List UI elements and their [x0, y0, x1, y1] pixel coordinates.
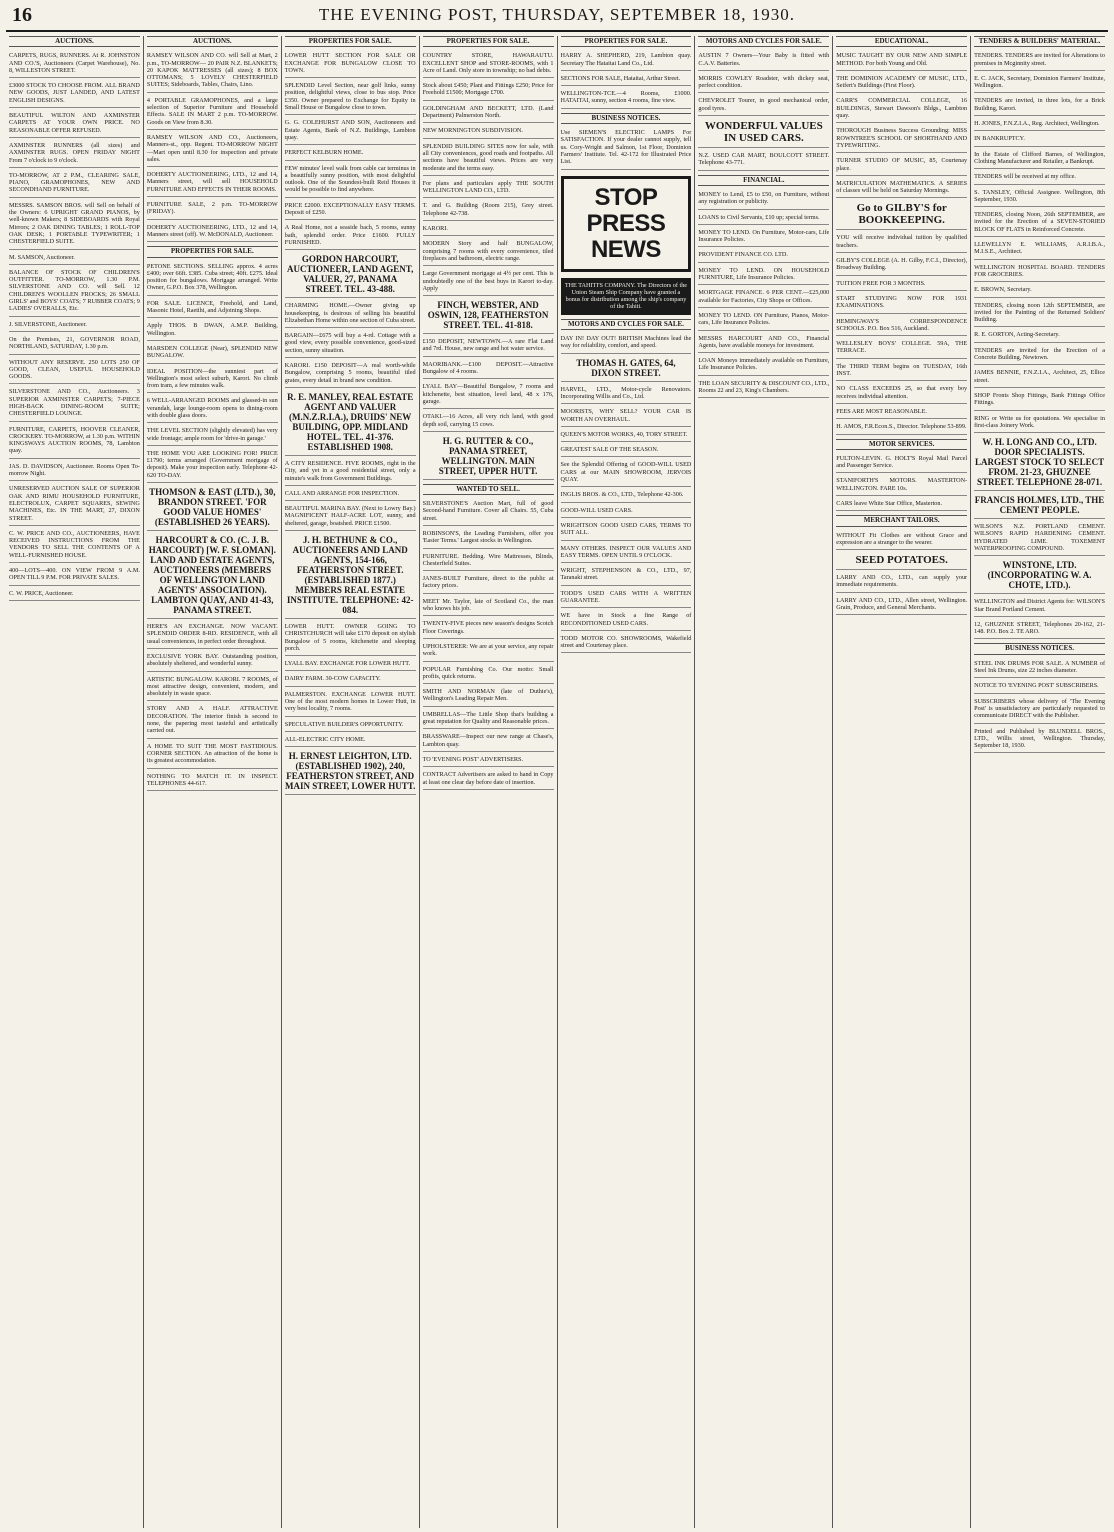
classified-ad: START STUDYING NOW FOR 1931 EXAMINATIONS.	[836, 293, 967, 314]
classified-ad: MAORIBANK.—£100 DEPOSIT.—Attractive Bungalow of 4 rooms.	[423, 359, 554, 380]
classified-ad: BRASSWARE—Inspect our new range at Chase's, Lambton quay.	[423, 731, 554, 752]
classified-ad: BEAUTIFUL MARINA BAY. (Next to Lowry Bay.) MAGNIFICENT HALF-ACRE LOT, sunny, and sheltered, garage, boatshed. PRICE £1500.	[285, 503, 416, 531]
classified-ad: MORRIS COWLEY Roadster, with dickey seat, perfect condition.	[698, 73, 829, 94]
classified-ad: PETONE SECTIONS. SELLING approx. 4 acres £400; over 66ft. £385. Cuba street; 40ft. £275. Ideal position for bungalows. Mortgage arranged. Write Owner, G.P.O. Box 378, Wellington.	[147, 261, 278, 296]
classified-ad: LLEWELLYN E. WILLIAMS, A.R.I.B.A., M.I.S.E., Architect.	[974, 239, 1105, 260]
classified-ad: TENDERS, closing Noon, 26th SEPTEMBER, are invited for the Erection of a SEVEN-STORIED BLOCK OF FLATS in Reinforced Concrete.	[974, 209, 1105, 237]
section-heading: FINANCIAL.	[698, 175, 829, 186]
classified-ad: 6 WELL-ARRANGED ROOMS and glassed-in sun verandah, large lounge-room opens to dining-room with double glass doors.	[147, 395, 278, 423]
classified-ad: GOLDINGHAM AND BECKETT, LTD. (Land Department) Palmerston North.	[423, 103, 554, 124]
classified-ad: WELLESLEY BOYS' COLLEGE. 59A, THE TERRACE.	[836, 338, 967, 359]
classified-ad: PALMERSTON. EXCHANGE LOWER HUTT. One of the most modern homes in Lower Hutt, in very best locality, 7 rooms.	[285, 689, 416, 717]
classified-ad: SILVERSTONE AND CO., Auctioneers. 3 SUPERIOR AXMINSTER CARPETS; 7-PIECE HIGH-BACK DINING-ROOM SUITE; CHESTERFIELD LOUNGE.	[9, 386, 140, 421]
classified-ad: MONEY TO LEND. On Furniture, Motor-cars, Life Insurance Policies.	[698, 227, 829, 248]
classified-ad: Stock about £450; Plant and Fittings £250; Price for Freehold £1500; Mortgage £700.	[423, 80, 554, 101]
classified-ad: WITHOUT ANY RESERVE. 250 LOTS 250 OF GOOD, CLEAN, USEFUL HOUSEHOLD GOODS.	[9, 357, 140, 385]
classified-ad: CONTRACT Advertisers are asked to hand in Copy at least one clear day before date of insertion.	[423, 769, 554, 790]
classified-ad: SHOP Fronts Shop Fittings, Bank Fittings Office Fittings.	[974, 390, 1105, 411]
firm-advertisement: FRANCIS HOLMES, LTD., THE CEMENT PEOPLE.	[974, 493, 1105, 519]
classified-ad: ALL-ELECTRIC CITY HOME.	[285, 734, 416, 747]
classified-ad: SPECULATIVE BUILDER'S OPPORTUNITY.	[285, 719, 416, 732]
classified-ad: UNRESERVED AUCTION SALE OF SUPERIOR OAK AND RIMU HOUSEHOLD FURNITURE, ELECTROLUX, CARPET SQUARES, SEWING MACHINES, Etc. IN THE MART, 27, DIXON STREET.	[9, 483, 140, 525]
classified-ad: CARR'S COMMERCIAL COLLEGE, 16 BUILDINGS, Stewart Dawson's Bldgs., Lambton quay.	[836, 95, 967, 123]
classified-ad: DAY IN! DAY OUT! BRITISH Machines lead the way for reliability, comfort, and speed.	[561, 333, 692, 354]
classified-ad: ARTISTIC BUNGALOW. KARORI. 7 ROOMS, of most attractive design, convenient, modern, and absolutely in waste space.	[147, 674, 278, 702]
section-heading: MERCHANT TAILORS.	[836, 515, 967, 526]
classified-ad: TURNER STUDIO OF MUSIC, 85, Courtenay place.	[836, 155, 967, 176]
classified-ad: BALANCE OF STOCK OF CHILDREN'S OUTFITTER. TO-MORROW, 1.30 P.M. SILVERSTONE AND CO. will Sell. 12 CHILDREN'S WOOLLEN FROCKS; 26 SMALL GIRLS' and BOYS' COATS; 7 RUBBER COATS; 9 LADIES' OVERALLS, Etc.	[9, 267, 140, 317]
column-2	[144, 36, 282, 1528]
classified-ad: CALL AND ARRANGE FOR INSPECTION.	[285, 488, 416, 501]
classified-ad: 400—LOTS—400. ON VIEW FROM 9 A.M. OPEN TILL 9 P.M. FOR PRIVATE SALES.	[9, 565, 140, 586]
classified-ad: FURNITURE SALE, 2 p.m. TO-MORROW (FRIDAY).	[147, 199, 278, 220]
classified-ad: NOTHING TO MATCH IT. IN INSPECT. TELEPHONES 44-617.	[147, 771, 278, 792]
column-heading: PROPERTIES FOR SALE.	[561, 36, 692, 47]
classified-ad: JAMES BENNIE, F.N.Z.I.A., Architect, 25, Ellice street.	[974, 367, 1105, 388]
firm-advertisement: GORDON HARCOURT, AUCTIONEER, LAND AGENT, VALUER, 27, PANAMA STREET. TEL. 43-488.	[285, 252, 416, 298]
company-notice: THE TAHITI'S COMPANY. The Directors of the Union Steam Ship Company have granted a bonus for distribution among the ship's company of the Tahiti.	[561, 278, 692, 315]
classified-ad: TODD MOTOR CO. SHOWROOMS, Wakefield street and Courtenay place.	[561, 633, 692, 654]
classified-ad: BARGAIN—£675 will buy a 4-rd. Cottage with a good view, every possible convenience, good-sized section, sunny situation.	[285, 330, 416, 358]
classified-ad: H. JONES, F.N.Z.I.A., Reg. Architect, Wellington.	[974, 118, 1105, 131]
classified-ad: THOROUGH Business Success Grounding: MISS ROWNTREE'S SCHOOL OF SHORTHAND AND TYPEWRITING.	[836, 125, 967, 153]
classified-ad: NO CLASS EXCEEDS 25, so that every boy receives individual attention.	[836, 383, 967, 404]
classified-ad: FEW minutes' level walk from cable car terminus in a beautifully sunny position, with most delightful outlook. One of the Soundest-built Reid Houses it would be possible to find anywhere.	[285, 163, 416, 198]
classified-ad: CARPETS, RUGS, RUNNERS. At R. JOHNSTON AND CO.'S, Auctioneers (Carpet Warehouse), No. 8, WILLESTON STREET.	[9, 50, 140, 78]
classified-ad: In the Estate of Clifford Barnes, of Wellington, Clothing Manufacturer and Retailer, a Bankrupt.	[974, 149, 1105, 170]
classified-ad: MONEY to Lend, £5 to £50, on Furniture, without any registration or publicity.	[698, 189, 829, 210]
classified-ad: WRIGHTSON GOOD USED CARS, TERMS TO SUIT ALL.	[561, 520, 692, 541]
masthead	[6, 0, 1108, 32]
classified-ad: LOWER HUTT. OWNER GOING TO CHRISTCHURCH will take £170 deposit on stylish Bungalow of 5 rooms, kitchenette and sleeping porch.	[285, 621, 416, 656]
section-heading: MOTORS AND CYCLES FOR SALE.	[561, 319, 692, 330]
classified-ad: MATRICULATION MATHEMATICS. A SERIES of classes will be held on Saturday Mornings.	[836, 178, 967, 199]
classified-ad: TENDERS. TENDERS are invited for Alterations to premises in Mcginnity street.	[974, 50, 1105, 71]
column-7	[833, 36, 971, 1528]
classified-ad: HERE'S AN EXCHANGE. NOW VACANT. SPLENDID ORDER 8-RD. RESIDENCE, with all usual conveniences, in perfect order throughout.	[147, 621, 278, 649]
classified-ad: 12, GHUZNEE STREET, Telephones 20-162, 21-148. P.O. Box 2. TE ARO.	[974, 619, 1105, 640]
classified-ad: KARORI. £150 DEPOSIT—A real worth-while Bungalow, comprising 5 rooms, beautiful tiled grates, every detail in brand new condition.	[285, 360, 416, 388]
column-heading: PROPERTIES FOR SALE.	[285, 36, 416, 47]
classified-ad: GOOD-WILL USED CARS.	[561, 505, 692, 518]
classified-ad: WRIGHT, STEPHENSON & CO., LTD., 97, Taranaki street.	[561, 565, 692, 586]
classified-ad: CHARMING HOME.—Owner giving up housekeeping, is desirous of selling his beautiful Elizabethan Home within one section of Cuba street.	[285, 300, 416, 328]
firm-advertisement: H. G. RUTTER & CO., PANAMA STREET, WELLINGTON. MAIN STREET, UPPER HUTT.	[423, 434, 554, 480]
classified-ad: Use SIEMEN'S ELECTRIC LAMPS For SATISFACTION. If your dealer cannot supply, tell us. Cory-Wright and Salmon, 1st Floor, Dominion Farmers' Institute. Tel. 42-172 for Illustrated Price List.	[561, 127, 692, 169]
classified-ad: WE have in Stock a fine Range of RECONDITIONED USED CARS.	[561, 610, 692, 631]
classified-ad: G. G. COLEHURST AND SON, Auctioneers and Estate Agents, Bank of N.Z. Buildings, Lambton quay.	[285, 117, 416, 145]
display-advertisement: SEED POTATOES.	[836, 552, 967, 570]
display-advertisement: Go to GILBY'S for BOOKKEEPING.	[836, 200, 967, 230]
classified-ad: HEMINGWAY'S CORRESPONDENCE SCHOOLS. P.O. Box 516, Auckland.	[836, 316, 967, 337]
classified-ad: TENDERS will be received at my office.	[974, 171, 1105, 184]
classified-ad: SMITH AND NORMAN (late of Duthie's), Wellington's Leading Repair Men.	[423, 686, 554, 707]
column-heading: TENDERS & BUILDERS' MATERIAL.	[974, 36, 1105, 47]
classified-ad: DOHERTY AUCTIONEERING, LTD., 12 and 14, Manners street, will sell HOUSEHOLD FURNITURE AND EFFECTS IN THEIR ROOMS.	[147, 169, 278, 197]
stop-press-banner: STOP PRESS NEWS	[561, 176, 692, 272]
classified-ad: M. SAMSON, Auctioneer.	[9, 252, 140, 265]
classified-ad: SPLENDID BUILDING SITES now for sale, with all City conveniences, good roads and footpaths. All sections have beautiful views. Prices are very moderate and the terms easy.	[423, 141, 554, 176]
classified-ad: QUEEN'S MOTOR WORKS, 40, TORY STREET.	[561, 429, 692, 442]
classified-ad: AXMINSTER RUNNERS (all sizes) and AXMINSTER RUGS. OPEN FRIDAY NIGHT From 7 o'clock to 9 o'clock.	[9, 140, 140, 168]
firm-advertisement: FINCH, WEBSTER, AND OSWIN, 128, FEATHERSTON STREET. TEL. 41-818.	[423, 298, 554, 334]
newspaper-title: THE EVENING POST, THURSDAY, SEPTEMBER 18, 1930.	[318, 5, 796, 24]
classified-ad: FURNITURE. Bedding. Wire Mattresses, Blinds, Chesterfield Suites.	[423, 551, 554, 572]
classified-ad: STANIFORTH'S MOTORS. MASTERTON-WELLINGTON. FARE 10s.	[836, 475, 967, 496]
classified-ad: DOHERTY AUCTIONEERING, LTD., 12 and 14, Manners street (off). W. McDONALD, Auctioneer.	[147, 222, 278, 243]
page-number: 16	[12, 3, 32, 26]
classified-ad: Large Government mortgage at 4½ per cent. This is undoubtedly one of the best buys in Karori to-day. Apply	[423, 268, 554, 296]
firm-advertisement: HARCOURT & CO. (C. J. B. HARCOURT) [W. F. SLOMAN]. LAND AND ESTATE AGENTS, AUCTIONEERS (MEMBERS OF WELLINGTON LAND AGENTS' ASSOCIATION). LAMBTON QUAY, AND 41-43, PANAMA STREET.	[147, 533, 278, 619]
classified-ad: IN BANKRUPTCY.	[974, 133, 1105, 146]
classified-ad: SILVERSTONE'S Auction Mart, full of good Second-hand Furniture. Cover all Chairs. 55, Cuba street.	[423, 498, 554, 526]
classified-ad: E. BROWN, Secretary.	[974, 284, 1105, 297]
classified-ad: A CITY RESIDENCE. FIVE ROOMS, right in the City, and yet in a good residential street, only a minute's walk from Government Buildings.	[285, 458, 416, 486]
classified-ad: N.Z. USED CAR MART, BOULCOTT STREET. Telephone 43-771.	[698, 150, 829, 171]
classified-ad: LOANS to Civil Servants, £10 up; special terms.	[698, 212, 829, 225]
classified-ad: IDEAL POSITION—the sunniest part of Wellington's most select suburb, Karori. No climb from tram, a few minutes walk.	[147, 366, 278, 394]
classified-ad: JAS. D. DAVIDSON, Auctioneer. Rooms Open To-morrow Night.	[9, 461, 140, 482]
column-heading: PROPERTIES FOR SALE.	[423, 36, 554, 47]
firm-advertisement: J. H. BETHUNE & CO., AUCTIONEERS AND LAND AGENTS, 154-166, FEATHERSTON STREET. (ESTABLISHED 1877.) MEMBERS REAL ESTATE INSTITUTE. TELEPHONE: 42-084.	[285, 533, 416, 619]
classified-ad: WELLINGTON HOSPITAL BOARD. TENDERS FOR GROCERIES.	[974, 262, 1105, 283]
classified-ad: COUNTRY STORE, HAWARAUTU. EXCELLENT SHOP and STORE-ROOMS, with 1 Acre of Land. Only store in township; no bad debts.	[423, 50, 554, 78]
classified-ad: MESSRS HARCOURT AND CO., Financial Agents, have available moneys for investment.	[698, 333, 829, 354]
classified-ad: PERFECT KELBURN HOME.	[285, 147, 416, 160]
classified-ad: LARRY AND CO., LTD., Allen street, Wellington. Grain, Produce, and General Merchants.	[836, 595, 967, 616]
classified-ad: INGLIS BROS. & CO., LTD., Telephone 42-306.	[561, 489, 692, 502]
column-heading: MOTORS AND CYCLES FOR SALE.	[698, 36, 829, 47]
column-heading: AUCTIONS.	[147, 36, 278, 47]
classified-ad: GREATEST SALE OF THE SEASON.	[561, 444, 692, 457]
classified-ad: FURNITURE, CARPETS, HOOVER CLEANER, CROCKERY. TO-MORROW, at 1.30 p.m. WITHIN KINGSWAYS AUCTION ROOMS, 78, Lambton quay.	[9, 424, 140, 459]
classified-ad: H. AMOS, F.R.Econ.S., Director. Telephone 53-899.	[836, 421, 967, 434]
classified-ad: TENDERS, closing noon 12th SEPTEMBER, are invited for the Painting of the Returned Soldiers' Building.	[974, 300, 1105, 328]
classified-ad: LOAN Moneys immediately available on Furniture, Life Insurance Policies.	[698, 355, 829, 376]
classified-ad: NEW MORNINGTON SUBDIVISION.	[423, 125, 554, 138]
section-heading: BUSINESS NOTICES.	[974, 643, 1105, 654]
classified-ad: LARRY AND CO., LTD., can supply your immediate requirements.	[836, 572, 967, 593]
classified-ad: EXCLUSIVE YORK BAY. Outstanding position, absolutely sheltered, and wonderful sunny.	[147, 651, 278, 672]
classified-ad: ROBINSON'S, the Leading Furnishers, offer you 'Easier Terms.' Largest stocks in Wellington.	[423, 528, 554, 549]
classified-ad: CHEVROLET Tourer, in good mechanical order, good tyres.	[698, 95, 829, 116]
columns-container	[6, 36, 1108, 1528]
classified-ad: 4 PORTABLE GRAMOPHONES, and a large selection of Superior Furniture and Household Effects. SALE IN MART 2 p.m. TO-MORROW. Goods on View from 8.30.	[147, 95, 278, 130]
classified-ad: E. C. JACK, Secretary, Dominion Farmers' Institute, Wellington.	[974, 73, 1105, 94]
classified-ad: YOU will receive individual tuition by qualified teachers.	[836, 232, 967, 253]
column-3	[282, 36, 420, 1528]
classified-ad: THE HOME YOU ARE LOOKING FOR! PRICE £1790; terms arranged (Government mortgage of deposit). Make your inspection early. Telephone 42-620 TO-DAY.	[147, 448, 278, 483]
classified-ad: £150 DEPOSIT, NEWTOWN.—A rare Flat Land and 7rd. House, new range and hot water service.	[423, 336, 554, 357]
column-heading: AUCTIONS.	[9, 36, 140, 47]
classified-ad: MARSDEN COLLEGE (Near), SPLENDID NEW BUNGALOW.	[147, 343, 278, 364]
classified-ad: TWENTY-FIVE pieces new season's designs Scotch Floor Coverings.	[423, 618, 554, 639]
classified-ad: PRICE £2000. EXCEPTIONALLY EASY TERMS. Deposit of £250.	[285, 200, 416, 221]
classified-ad: A HOME TO SUIT THE MOST FASTIDIOUS. CORNER SECTION. An attraction of the home is its greatest accommodation.	[147, 741, 278, 769]
classified-ad: MESSRS. SAMSON BROS. will Sell on behalf of the Owners: 6 UPRIGHT GRAND PIANOS, by well-known Makers; 8 SIDEBOARDS with Royal Mirrors; 2 OAK DINING TABLES; 1 ROLL-TOP OAK DESK; 1 PORTABLE TYPEWRITER; 1 CHESTERFIELD SUITE.	[9, 200, 140, 250]
classified-ad: RING or Write us for quotations. We specialise in first-class Joinery Work.	[974, 413, 1105, 434]
classified-ad: HARVEL, LTD., Motor-cycle Renovators. Incorporating Willis and Co., Ltd.	[561, 384, 692, 405]
classified-ad: WITHOUT Fit Clothes are without Grace and expression are a stranger to the wearer.	[836, 530, 967, 551]
classified-ad: STEEL INK DRUMS FOR SALE. A NUMBER of Steel Ink Drums, size 22 inches diameter.	[974, 658, 1105, 679]
classified-ad: JANES-BUILT Furniture, direct to the public at factory prices.	[423, 573, 554, 594]
classified-ad: PROVIDENT FINANCE CO. LTD.	[698, 249, 829, 262]
classified-ad: C. W. PRICE, Auctioneer.	[9, 588, 140, 601]
classified-ad: MORTGAGE FINANCE. 6 PER CENT.—£25,000 available for Factories, City Shops or Offices.	[698, 287, 829, 308]
classified-ad: FULTON-LEVIN. G. HOLT'S Royal Mail Parcel and Passenger Service.	[836, 453, 967, 474]
classified-ad: HARRY A. SHEPHERD, 219, Lambton quay. Secretary The Hataitai Land Co., Ltd.	[561, 50, 692, 71]
firm-advertisement: W. H. LONG AND CO., LTD. DOOR SPECIALISTS. LARGEST STOCK TO SELECT FROM. 21-23, GHUZNEE STREET. TELEPHONE 28-071.	[974, 435, 1105, 491]
classified-ad: SUBSCRIBERS whose delivery of 'The Evening Post' is unsatisfactory are particularly requested to communicate DIRECT with the Publisher.	[974, 696, 1105, 724]
classified-ad: LYALL BAY—Beautiful Bungalow, 7 rooms and kitchenette, best situation, level land, 48 x 176, garage.	[423, 381, 554, 409]
classified-ad: MONEY TO LEND. ON Furniture, Pianos, Motor-cars, Life Insurance Policies.	[698, 310, 829, 331]
classified-ad: Printed and Published by BLUNDELL BROS., LTD., Willis street, Wellington. Thursday, September 18, 1930.	[974, 726, 1105, 754]
classified-ad: UMBRELLAS—The Little Shop that's building a great reputation for Quality and Reasonable prices.	[423, 709, 554, 730]
firm-advertisement: R. E. MANLEY, REAL ESTATE AGENT AND VALUER (M.N.Z.R.I.A.), DRUIDS' NEW BUILDING, OPP. MIDLAND HOTEL. TEL. 41-376. ESTABLISHED 1908.	[285, 390, 416, 456]
classified-ad: RAMSEY WILSON AND CO. will Sell at Mart, 2 p.m., TO-MORROW— 20 PAIR N.Z. BLANKETS; 20 KAPOK MATTRESSES (all sizes); 8 BOX OTTOMANS; 5 LOVELY CHESTERFIELD SUITES; Sideboards, Tables, Chairs, Lino.	[147, 50, 278, 92]
classified-ad: TENDERS are invited, in three lots, for a Brick Building, Karori.	[974, 95, 1105, 116]
classified-ad: For plans and particulars apply THE SOUTH WELLINGTON LAND CO., LTD.	[423, 178, 554, 199]
classified-ad: MEET Mr. Taylor, late of Scotland Co., the man who knows his job.	[423, 596, 554, 617]
classified-ad: CARS leave White Star Office, Masterton.	[836, 498, 967, 511]
classified-ad: Apply THOS. B DWAN, A.M.P. Building, Wellington.	[147, 320, 278, 341]
classified-ad: £3000 STOCK TO CHOOSE FROM. ALL BRAND NEW GOODS, JUST LANDED, AND LATEST ENGLISH DESIGNS.	[9, 80, 140, 108]
classified-ad: TUITION FREE FOR 3 MONTHS.	[836, 278, 967, 291]
section-heading: PROPERTIES FOR SALE.	[147, 246, 278, 257]
classified-ad: TODD'S USED CARS WITH A WRITTEN GUARANTEE.	[561, 588, 692, 609]
section-heading: BUSINESS NOTICES.	[561, 113, 692, 124]
classified-ad: MODERN Story and half BUNGALOW, comprising 7 rooms with every convenience, tiled fireplaces and bathroom, electric range.	[423, 238, 554, 266]
classified-ad: SPLENDID Level Section, near golf links, sunny position, delightful views, close to bus stop. Price £350. Owner prepared to Exchange for Equity in Small House or Bungalow close to town.	[285, 80, 416, 115]
classified-ad: A Real Home, not a seaside bach, 5 rooms, sunny bath, splendid order. Price £1600. FULLY FURNISHED.	[285, 222, 416, 250]
classified-ad: THE DOMINION ACADEMY OF MUSIC, LTD., Seifert's Buildings (First Floor).	[836, 73, 967, 94]
display-advertisement: WONDERFUL VALUES IN USED CARS.	[698, 118, 829, 148]
classified-ad: GILBY'S COLLEGE (A. H. Gilby, F.C.I., Director), Broadway Building.	[836, 255, 967, 276]
classified-ad: THE LEVEL SECTION (slightly elevated) has very wide frontage; ample room for 'drive-in garage.'	[147, 425, 278, 446]
section-heading: WANTED TO SELL.	[423, 484, 554, 495]
classified-ad: STORY AND A HALF. ATTRACTIVE DECORATION. The interior finish is second to none, the papering most tasteful and artistically carried out.	[147, 703, 278, 738]
column-heading: EDUCATIONAL.	[836, 36, 967, 47]
classified-ad: MUSIC TAUGHT BY OUR NEW AND SIMPLE METHOD. For both Young and Old.	[836, 50, 967, 71]
firm-advertisement: THOMSON & EAST (LTD.), 30, BRANDON STREET. 'FOR GOOD VALUE HOMES' (ESTABLISHED 26 YEARS).	[147, 485, 278, 531]
classified-ad: C. W. PRICE AND CO., AUCTIONEERS, HAVE RECEIVED INSTRUCTIONS FROM THE VENDORS TO SELL THE CONTENTS OF A WELL-FURNISHED HOUSE.	[9, 528, 140, 563]
classified-ad: OTAKI.—16 Acres, all very rich land, with good depth soil, carrying 15 cows.	[423, 411, 554, 432]
classified-ad: RAMSEY WILSON AND CO., Auctioneers, Manners-st., opp. Regent. TO-MORROW NIGHT—Mart open until 8.30 for inspection and private sales.	[147, 132, 278, 167]
classified-ad: R. E. GORTON, Acting-Secretary.	[974, 329, 1105, 342]
column-5	[558, 36, 696, 1528]
classified-ad: S. TANSLEY, Official Assignee. Wellington, 8th September, 1930.	[974, 187, 1105, 208]
classified-ad: TO-MORROW, AT 2 P.M., CLEARING SALE, PIANO, GRAMOPHONES, NEW AND SECONDHAND FURNITURE.	[9, 170, 140, 198]
section-heading: MOTOR SERVICES.	[836, 439, 967, 450]
classified-ad: See the Splendid Offering of GOOD-WILL USED CARS at our MAIN SHOWROOM, JERVOIS QUAY.	[561, 459, 692, 487]
firm-advertisement: H. ERNEST LEIGHTON, LTD. (ESTABLISHED 1902), 240, FEATHERSTON STREET, AND MAIN STREET, LOWER HUTT.	[285, 749, 416, 795]
classified-ad: BEAUTIFUL WILTON AND AXMINSTER CARPETS AT YOUR OWN PRICE. NO REASONABLE OFFER REFUSED.	[9, 110, 140, 138]
classified-ad: J. SILVERSTONE, Auctioneer.	[9, 319, 140, 332]
classified-ad: FEES ARE MOST REASONABLE.	[836, 406, 967, 419]
classified-ad: MOORISTS, WHY SELL? YOUR CAR IS WORTH AN OVERHAUL.	[561, 406, 692, 427]
classified-ad: TO 'EVENING POST' ADVERTISERS.	[423, 754, 554, 767]
classified-ad: AUSTIN 7 Owners—Your Baby is fitted with C.A.V. Batteries.	[698, 50, 829, 71]
classified-ad: T. and G. Building (Room 215), Grey street. Telephone 42-738.	[423, 200, 554, 221]
classified-ad: LOWER HUTT SECTION FOR SALE OR EXCHANGE FOR BUNGALOW CLOSE TO TOWN.	[285, 50, 416, 78]
classified-ad: The THIRD TERM begins on TUESDAY, 16th INST.	[836, 361, 967, 382]
classified-ad: FOR SALE. LICENCE, Freehold, and Land, Masonic Hotel, Raetihi, and Adjoining Shops.	[147, 298, 278, 319]
classified-ad: KARORI.	[423, 223, 554, 236]
column-1	[6, 36, 144, 1528]
classified-ad: WELLINGTON-TCE.—4 Rooms, £1000. HATAITAI, sunny, section 4 rooms, fine view.	[561, 88, 692, 109]
classified-ad: WILSON'S N.Z. PORTLAND CEMENT. WILSON'S RAPID HARDENING CEMENT. HYDRATED LIME. TOXEMENT WATERPROOFING COMPOUND.	[974, 521, 1105, 556]
classified-ad: THE LOAN SECURITY & DISCOUNT CO., LTD., Rooms 22 and 23, King's Chambers.	[698, 378, 829, 399]
firm-advertisement: THOMAS H. GATES, 64, DIXON STREET.	[561, 356, 692, 382]
classified-ad: UPHOLSTERER: We are at your service, any repair work.	[423, 641, 554, 662]
classified-ad: SECTIONS FOR SALE, Hataitai, Arthur Street.	[561, 73, 692, 86]
classified-ad: MANY OTHERS. INSPECT OUR VALUES AND EASY TERMS. OPEN UNTIL 9 O'CLOCK.	[561, 543, 692, 564]
classified-ad: On the Premises, 21, GOVERNOR ROAD, NORTHLAND, SATURDAY, 1.30 p.m.	[9, 334, 140, 355]
classified-ad: WELLINGTON and District Agents for: WILSON'S Star Brand Portland Cement.	[974, 596, 1105, 617]
firm-advertisement: WINSTONE, LTD. (INCORPORATING W. A. CHOTE, LTD.).	[974, 558, 1105, 594]
classified-ad: MONEY TO LEND. ON HOUSEHOLD FURNITURE, Life Insurance Policies.	[698, 265, 829, 286]
classified-ad: LYALL BAY. EXCHANGE FOR LOWER HUTT.	[285, 658, 416, 671]
column-4	[420, 36, 558, 1528]
column-8	[971, 36, 1108, 1528]
classified-ad: TENDERS are invited for the Erection of a Concrete Building, Newtown.	[974, 345, 1105, 366]
classified-ad: POPULAR Furnishing Co. Our motto: Small profits, quick returns.	[423, 664, 554, 685]
column-6	[695, 36, 833, 1528]
classified-ad: DAIRY FARM. 30-COW CAPACITY.	[285, 673, 416, 686]
classified-ad: NOTICE TO 'EVENING POST' SUBSCRIBERS.	[974, 680, 1105, 693]
